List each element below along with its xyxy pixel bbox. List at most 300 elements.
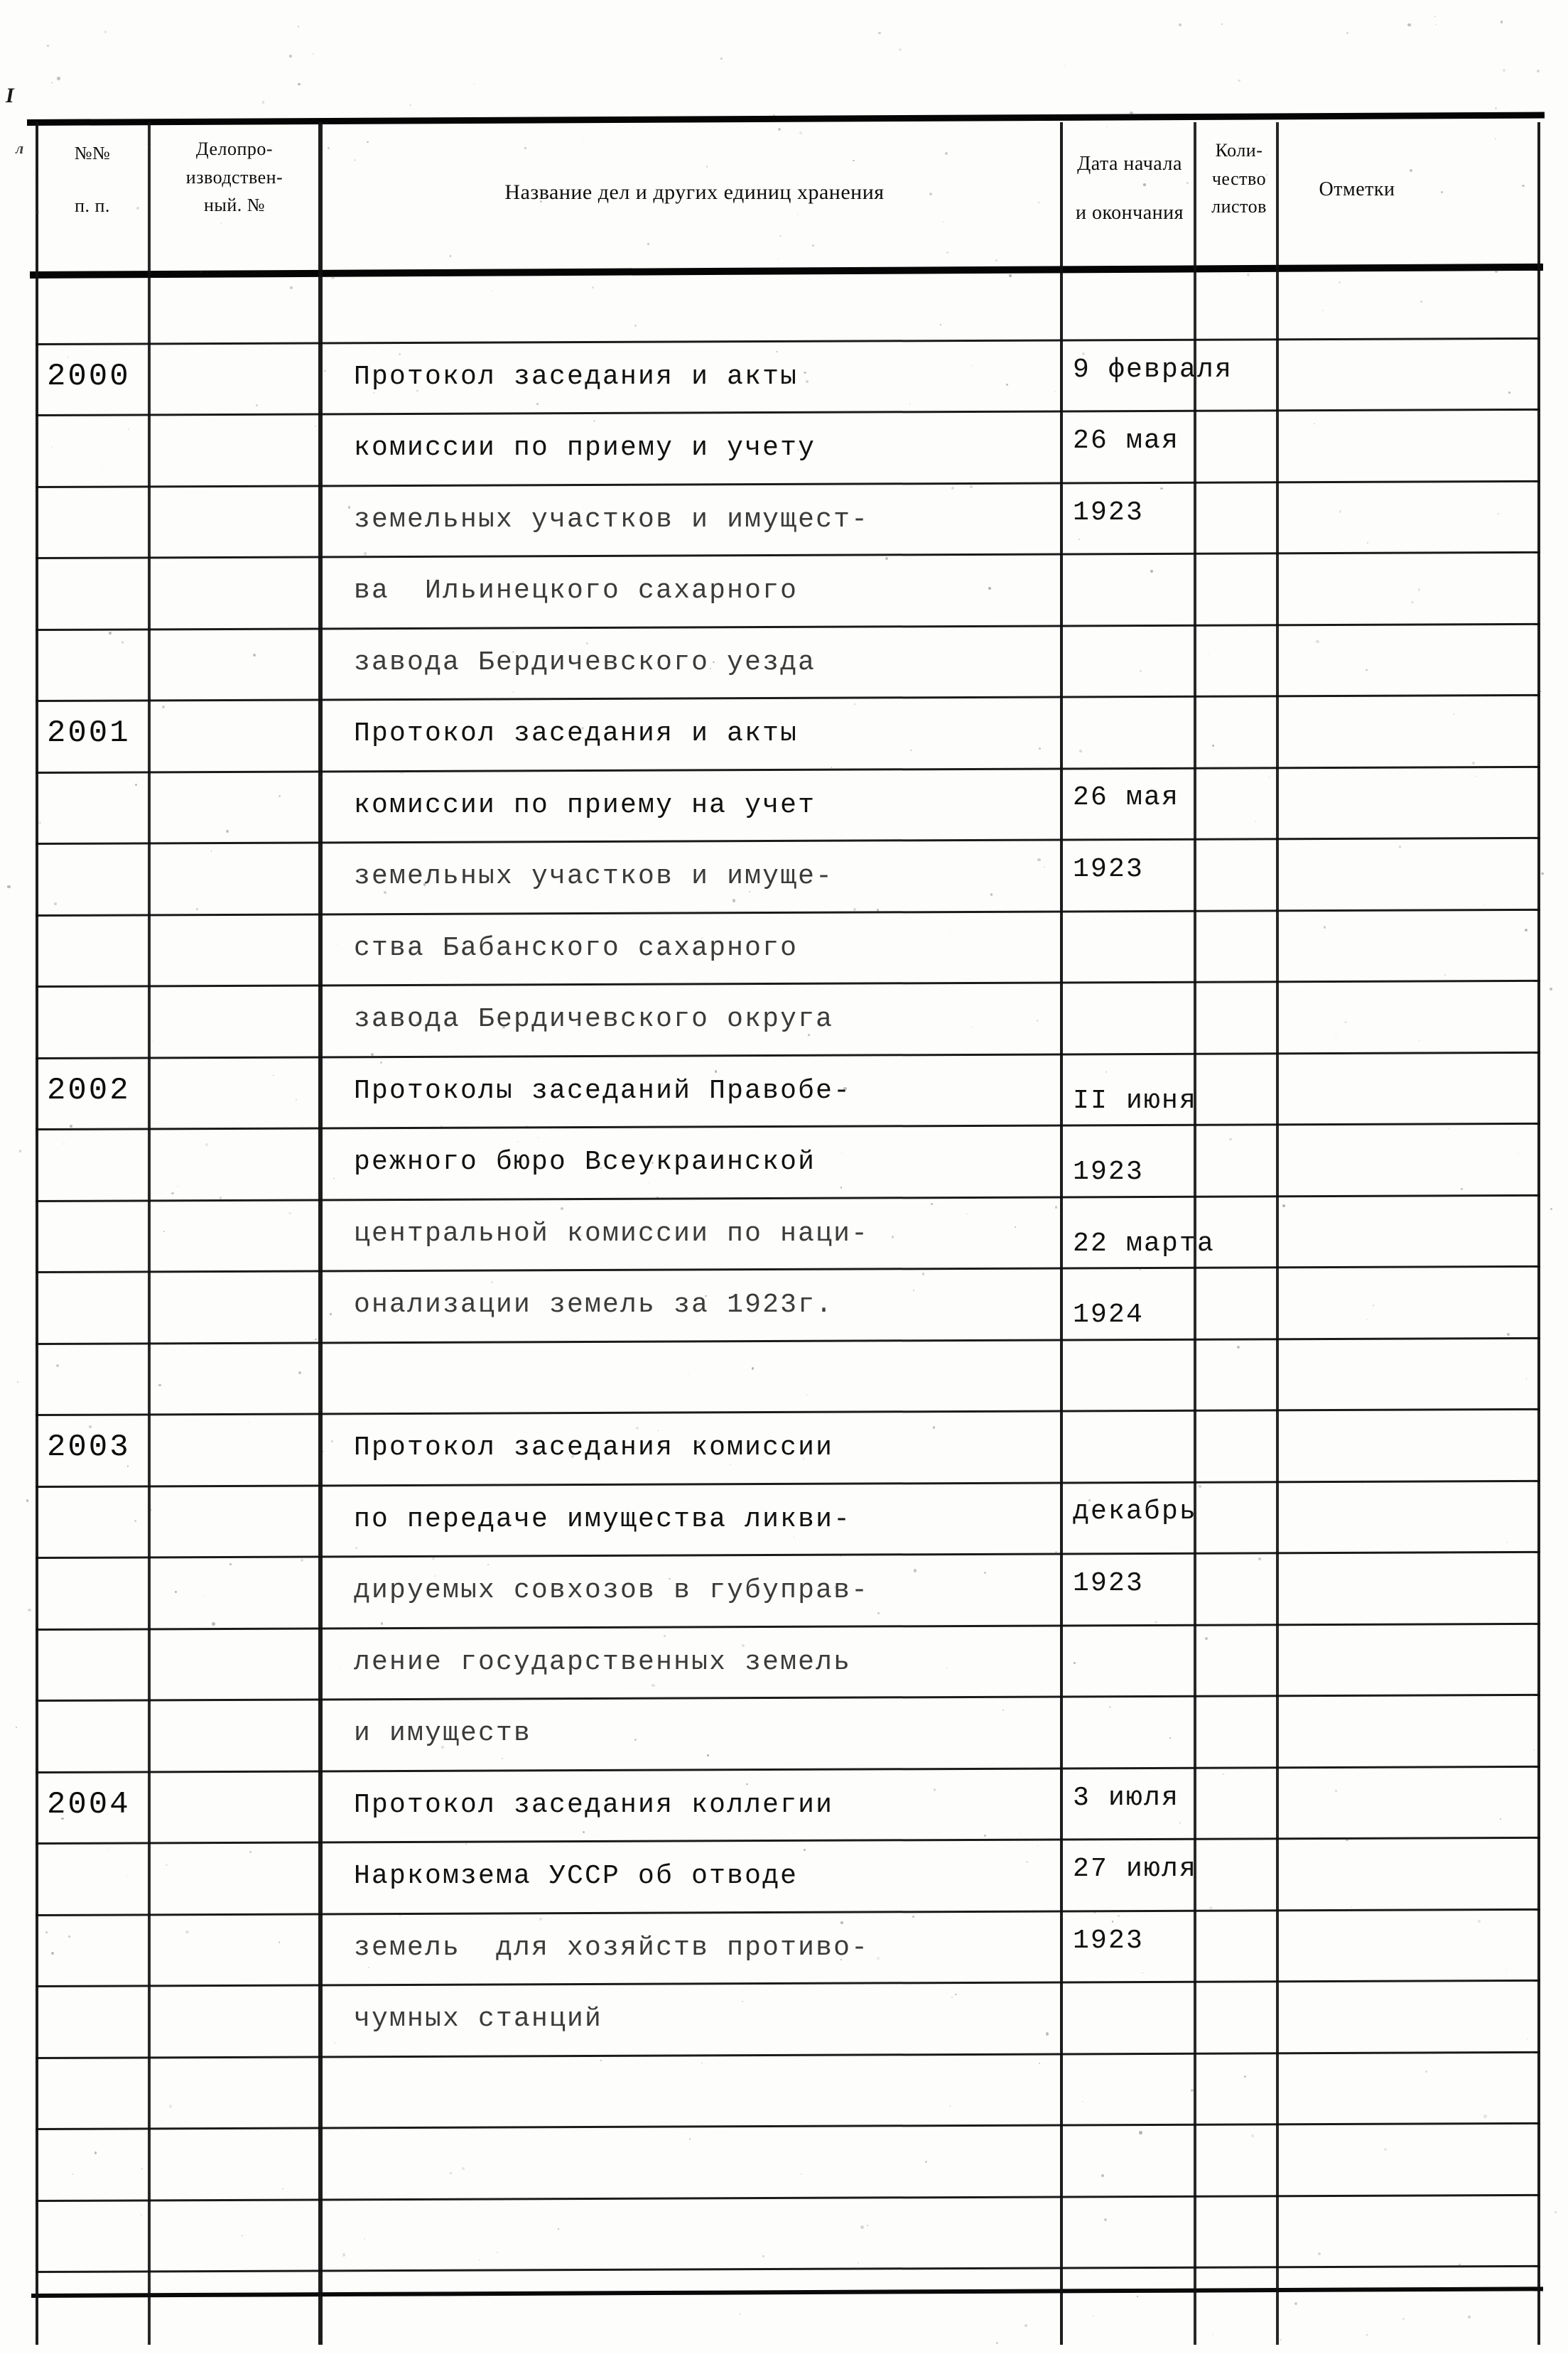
row-title-line: комиссии по приему на учет xyxy=(354,789,816,821)
paper-speck xyxy=(127,1465,129,1467)
paper-speck xyxy=(1506,1542,1507,1543)
paper-speck xyxy=(885,557,888,560)
paper-speck xyxy=(141,2214,143,2216)
paper-speck xyxy=(1037,1020,1038,1021)
paper-speck xyxy=(878,32,881,35)
grid-hline xyxy=(36,694,1540,702)
paper-speck xyxy=(256,404,258,406)
paper-speck xyxy=(840,1187,843,1189)
paper-speck xyxy=(706,166,708,167)
paper-speck xyxy=(465,1843,467,1845)
paper-speck xyxy=(487,1564,489,1565)
row-seq-no: 2003 xyxy=(47,1430,131,1465)
paper-speck xyxy=(1436,24,1437,25)
grid-hline xyxy=(36,837,1540,845)
paper-speck xyxy=(636,1427,639,1430)
row-date-line: 1923 xyxy=(1073,853,1145,885)
paper-speck xyxy=(1506,1970,1508,1971)
paper-speck xyxy=(109,632,112,635)
grid-vline xyxy=(1276,122,1279,2345)
grid-hline xyxy=(36,2051,1540,2058)
row-date-line: декабрь xyxy=(1073,1496,1198,1527)
paper-speck xyxy=(298,1371,301,1374)
header-title-line1: Название дел и других единиц хранения xyxy=(504,180,885,204)
paper-speck xyxy=(1009,274,1012,277)
grid-hline xyxy=(36,1837,1540,1845)
paper-speck xyxy=(799,131,802,134)
paper-speck xyxy=(922,1273,924,1275)
paper-speck xyxy=(279,1941,281,1943)
paper-speck xyxy=(1335,1790,1337,1792)
paper-speck xyxy=(1150,570,1153,573)
paper-speck xyxy=(910,750,912,752)
paper-speck xyxy=(289,55,292,58)
paper-speck xyxy=(497,2252,499,2254)
paper-speck xyxy=(1284,2163,1285,2164)
paper-speck xyxy=(298,83,301,86)
paper-speck xyxy=(1105,1071,1108,1073)
paper-speck xyxy=(858,2262,860,2264)
paper-speck xyxy=(1002,1710,1004,1711)
paper-speck xyxy=(1501,21,1503,23)
paper-speck xyxy=(19,1150,21,1152)
row-date-line: 1923 xyxy=(1073,497,1145,528)
paper-speck xyxy=(701,2062,703,2063)
header-dates xyxy=(1066,149,1194,228)
paper-speck xyxy=(162,706,165,708)
paper-speck xyxy=(996,2342,998,2344)
paper-speck xyxy=(68,1935,70,1938)
paper-speck xyxy=(1044,866,1045,868)
paper-speck xyxy=(1366,669,1367,671)
paper-speck xyxy=(776,351,778,353)
paper-speck xyxy=(988,587,991,590)
paper-speck xyxy=(399,353,401,355)
paper-speck xyxy=(1109,1706,1111,1708)
paper-speck xyxy=(51,82,53,84)
page-mark: I xyxy=(6,84,14,107)
row-title-line: ва Ильинецкого сахарного xyxy=(354,576,799,606)
header-notes-line1: Отметки xyxy=(1319,178,1395,200)
grid-hline xyxy=(36,1551,1540,1559)
paper-speck xyxy=(1550,1208,1552,1210)
paper-speck xyxy=(196,908,198,910)
paper-speck xyxy=(1112,1921,1113,1922)
paper-speck xyxy=(1160,487,1162,490)
paper-speck xyxy=(949,2105,951,2107)
paper-speck xyxy=(333,1178,334,1179)
header-office-no-line1: Делопро- xyxy=(195,139,274,159)
paper-speck xyxy=(1534,1749,1535,1750)
paper-speck xyxy=(1199,1485,1201,1488)
paper-speck xyxy=(1082,2101,1083,2102)
row-title-line: Протокол заседания комиссии xyxy=(354,1432,834,1463)
row-title-line: режного бюро Всеукраинской xyxy=(354,1147,816,1177)
paper-speck xyxy=(45,1931,48,1933)
paper-speck xyxy=(367,141,369,144)
paper-speck xyxy=(334,2042,336,2044)
paper-speck xyxy=(212,1622,215,1625)
paper-speck xyxy=(262,101,264,103)
paper-speck xyxy=(1255,821,1256,822)
paper-speck xyxy=(707,1754,709,1756)
paper-speck xyxy=(990,893,993,895)
grid-hline xyxy=(36,1265,1540,1273)
paper-speck xyxy=(689,2138,691,2140)
paper-speck xyxy=(348,506,351,509)
paper-speck xyxy=(315,426,316,427)
paper-speck xyxy=(1258,1557,1261,1560)
paper-speck xyxy=(1498,513,1499,514)
paper-speck xyxy=(1336,1034,1337,1035)
paper-speck xyxy=(315,1339,317,1341)
paper-speck xyxy=(221,222,222,224)
paper-speck xyxy=(762,2255,764,2257)
row-date-line: 9 февраля xyxy=(1073,354,1233,385)
paper-speck xyxy=(1205,1637,1208,1640)
paper-speck xyxy=(313,53,314,55)
paper-speck xyxy=(1142,1972,1143,1974)
grid-hline xyxy=(36,1908,1540,1916)
paper-speck xyxy=(1418,588,1421,591)
paper-speck xyxy=(336,944,337,945)
paper-speck xyxy=(1058,342,1059,343)
row-date-line: 1923 xyxy=(1073,1567,1145,1599)
paper-speck xyxy=(1399,846,1402,848)
grid-hline xyxy=(36,980,1540,988)
paper-speck xyxy=(812,244,814,247)
paper-speck xyxy=(600,2060,602,2061)
row-date-line: 26 мая xyxy=(1073,782,1180,813)
grid-vline xyxy=(318,122,323,2345)
header-sheet-count-line3: листов xyxy=(1211,196,1267,217)
header-dates-line2: и окончания xyxy=(1075,201,1184,224)
paper-speck xyxy=(1419,1040,1420,1042)
paper-speck xyxy=(328,147,330,149)
paper-speck xyxy=(806,380,809,383)
paper-speck xyxy=(1137,2296,1138,2297)
grid-hline xyxy=(36,2265,1540,2273)
paper-speck xyxy=(1468,2316,1471,2318)
paper-speck xyxy=(1101,2174,1104,2177)
grid-hline xyxy=(36,337,1540,345)
paper-speck xyxy=(1550,988,1552,990)
paper-speck xyxy=(1344,1021,1347,1024)
paper-speck xyxy=(1024,2324,1027,2327)
row-seq-no: 2004 xyxy=(47,1786,131,1823)
row-title-line: Протоколы заседаний Правобе- xyxy=(354,1075,852,1106)
paper-speck xyxy=(355,1547,357,1549)
paper-speck xyxy=(1483,2115,1486,2117)
paper-speck xyxy=(51,1952,54,1955)
grid-hline xyxy=(27,112,1545,126)
paper-speck xyxy=(152,1041,153,1042)
paper-speck xyxy=(1475,776,1476,777)
grid-hline xyxy=(36,765,1540,773)
row-date-line: 3 июля xyxy=(1073,1782,1180,1813)
paper-speck xyxy=(185,1931,188,1933)
paper-speck xyxy=(933,1426,936,1429)
row-date-line: 22 марта xyxy=(1073,1228,1216,1259)
paper-speck xyxy=(166,1864,167,1866)
paper-speck xyxy=(730,1464,731,1465)
paper-speck xyxy=(853,160,854,161)
paper-speck xyxy=(126,1876,127,1877)
paper-speck xyxy=(253,654,256,657)
paper-speck xyxy=(1508,392,1510,394)
paper-speck xyxy=(380,1062,382,1063)
header-office-no-line3: ный. № xyxy=(203,195,266,216)
paper-speck xyxy=(1039,2063,1040,2064)
paper-speck xyxy=(634,1739,637,1741)
paper-speck xyxy=(1373,1305,1374,1306)
paper-speck xyxy=(1280,2339,1281,2340)
paper-speck xyxy=(970,485,973,488)
paper-speck xyxy=(831,767,833,768)
paper-speck xyxy=(1540,691,1542,692)
paper-speck xyxy=(909,403,911,404)
paper-speck xyxy=(925,2161,928,2164)
paper-speck xyxy=(450,255,451,257)
row-date-line: 1924 xyxy=(1073,1300,1145,1330)
paper-speck xyxy=(1367,542,1368,544)
header-sheet-count-line2: чество xyxy=(1211,168,1267,189)
paper-speck xyxy=(854,703,856,706)
paper-speck xyxy=(592,286,594,288)
paper-speck xyxy=(715,1070,717,1072)
paper-speck xyxy=(1140,670,1142,672)
paper-speck xyxy=(72,2174,74,2175)
grid-vline xyxy=(148,122,151,2345)
header-dates-line1: Дата начала xyxy=(1077,153,1182,175)
grid-vline xyxy=(36,122,38,2345)
paper-speck xyxy=(323,1451,324,1452)
grid-hline xyxy=(36,2122,1540,2130)
paper-speck xyxy=(1346,32,1348,34)
row-title-line: Наркомзема УССР об отводе xyxy=(354,1861,799,1891)
paper-speck xyxy=(732,899,735,902)
paper-speck xyxy=(1407,23,1410,26)
paper-speck xyxy=(1461,1188,1463,1190)
paper-speck xyxy=(108,1850,109,1851)
paper-speck xyxy=(171,1192,174,1195)
paper-speck xyxy=(33,175,35,176)
paper-speck xyxy=(1037,858,1040,861)
paper-speck xyxy=(479,2259,480,2260)
paper-speck xyxy=(841,1152,842,1153)
paper-speck xyxy=(899,48,902,51)
paper-speck xyxy=(778,128,781,131)
paper-speck xyxy=(1015,1226,1016,1228)
header-office-no-line2: изводствен- xyxy=(185,166,283,188)
paper-speck xyxy=(1169,1737,1170,1738)
paper-speck xyxy=(238,664,239,665)
paper-speck xyxy=(203,1595,204,1596)
paper-speck xyxy=(1179,23,1182,26)
paper-speck xyxy=(1324,926,1326,929)
paper-speck xyxy=(583,141,585,143)
paper-speck xyxy=(151,1509,152,1511)
grid-hline xyxy=(36,551,1540,559)
grid-hline xyxy=(36,409,1540,416)
paper-speck xyxy=(288,1212,291,1214)
row-title-line: онализации земель за 1923г. xyxy=(354,1290,834,1320)
paper-speck xyxy=(892,1236,894,1238)
header-seq-no-line2: п. п. xyxy=(75,195,110,216)
paper-speck xyxy=(806,1394,809,1396)
paper-speck xyxy=(1093,2316,1094,2317)
paper-speck xyxy=(57,77,60,80)
paper-speck xyxy=(450,2172,452,2174)
grid-hline xyxy=(36,2193,1540,2201)
row-date-line: 1923 xyxy=(1073,1157,1145,1187)
paper-speck xyxy=(56,1364,59,1367)
paper-speck xyxy=(1139,2131,1142,2134)
paper-speck xyxy=(1541,873,1544,875)
paper-speck xyxy=(175,1591,178,1594)
row-title-line: земель для хозяйств противо- xyxy=(354,1932,870,1963)
paper-speck xyxy=(1366,2334,1368,2336)
paper-speck xyxy=(657,1430,659,1432)
paper-speck xyxy=(940,324,941,325)
paper-speck xyxy=(273,1075,274,1076)
paper-speck xyxy=(373,392,375,394)
paper-speck xyxy=(946,1668,948,1669)
paper-speck xyxy=(1425,2070,1427,2073)
paper-speck xyxy=(524,147,526,149)
paper-speck xyxy=(945,152,948,155)
paper-speck xyxy=(779,235,781,237)
paper-speck xyxy=(720,58,723,60)
paper-speck xyxy=(296,1098,298,1101)
paper-speck xyxy=(984,1572,986,1574)
grid-hline xyxy=(36,1980,1540,1987)
paper-speck xyxy=(931,1203,933,1205)
row-title-line: ства Бабанского сахарного xyxy=(354,932,799,963)
row-seq-no: 2002 xyxy=(47,1072,131,1108)
row-title-line: и имуществ xyxy=(354,1718,532,1749)
paper-speck xyxy=(1402,2318,1404,2319)
row-title-line: дируемых совхозов в губуправ- xyxy=(354,1575,870,1606)
paper-speck xyxy=(298,26,299,27)
paper-speck xyxy=(1221,23,1223,25)
paper-speck xyxy=(205,1143,208,1146)
paper-speck xyxy=(104,31,107,33)
paper-speck xyxy=(94,2151,97,2154)
grid-hline xyxy=(36,1479,1540,1487)
grid-hline xyxy=(36,622,1540,630)
row-title-line: ление государственных земель xyxy=(354,1646,852,1678)
paper-speck xyxy=(914,1569,917,1572)
row-title-line: завода Бердичевского округа xyxy=(354,1004,834,1035)
paper-speck xyxy=(1478,1920,1481,1923)
paper-speck xyxy=(746,1783,747,1785)
paper-speck xyxy=(1039,747,1041,750)
paper-speck xyxy=(688,1374,689,1376)
paper-speck xyxy=(740,2313,741,2315)
paper-speck xyxy=(462,2167,465,2170)
row-title-line: земельных участков и имуще- xyxy=(354,861,834,892)
paper-speck xyxy=(491,1281,493,1283)
row-date-line: 1923 xyxy=(1073,1925,1145,1956)
grid-hline xyxy=(36,480,1540,487)
paper-speck xyxy=(1026,1861,1028,1863)
paper-speck xyxy=(742,2001,744,2003)
paper-speck xyxy=(158,1384,161,1387)
paper-speck xyxy=(1020,1832,1021,1833)
paper-speck xyxy=(539,1918,542,1921)
paper-speck xyxy=(17,1381,19,1383)
paper-speck xyxy=(1247,273,1250,276)
paper-speck xyxy=(1434,16,1436,17)
paper-speck xyxy=(1351,1906,1352,1907)
paper-speck xyxy=(1339,281,1341,284)
paper-speck xyxy=(951,487,954,490)
paper-speck xyxy=(513,691,514,693)
paper-speck xyxy=(649,1183,650,1184)
paper-speck xyxy=(1282,1204,1285,1207)
paper-speck xyxy=(586,642,589,645)
paper-speck xyxy=(330,1313,332,1315)
paper-speck xyxy=(1223,1773,1224,1775)
grid-hline xyxy=(30,264,1543,279)
paper-speck xyxy=(1474,513,1476,514)
paper-speck xyxy=(517,1141,518,1142)
paper-speck xyxy=(1444,974,1446,976)
paper-speck xyxy=(1555,2211,1557,2213)
paper-speck xyxy=(163,1231,165,1232)
paper-speck xyxy=(1420,301,1422,303)
grid-hline xyxy=(36,1694,1540,1702)
paper-speck xyxy=(955,1994,956,1995)
paper-speck xyxy=(502,1758,503,1759)
header-sheet-count-line1: Коли- xyxy=(1215,140,1263,161)
paper-speck xyxy=(282,2188,283,2190)
paper-speck xyxy=(950,931,951,932)
paper-speck xyxy=(946,252,948,254)
paper-speck xyxy=(249,1851,252,1853)
paper-speck xyxy=(984,1835,986,1837)
paper-speck xyxy=(354,159,357,162)
paper-speck xyxy=(1411,601,1413,603)
paper-speck xyxy=(1104,2218,1107,2221)
paper-speck xyxy=(804,372,806,374)
grid-hline xyxy=(36,1194,1540,1202)
paper-speck xyxy=(877,1957,880,1960)
paper-speck xyxy=(1318,2252,1321,2255)
paper-speck xyxy=(995,259,997,261)
paper-speck xyxy=(368,1967,369,1968)
paper-speck xyxy=(647,243,649,245)
row-seq-no: 2001 xyxy=(47,716,131,751)
paper-speck xyxy=(290,286,293,289)
grid-vline xyxy=(1060,122,1063,2345)
paper-speck xyxy=(1495,107,1497,109)
paper-speck xyxy=(1140,1269,1141,1270)
paper-speck xyxy=(409,104,411,107)
paper-speck xyxy=(1106,126,1107,127)
paper-speck xyxy=(342,2253,345,2256)
paper-speck xyxy=(1046,2032,1049,2035)
grid-hline xyxy=(36,1337,1540,1344)
header-seq-no-line1: №№ xyxy=(74,143,111,163)
paper-speck xyxy=(860,2225,863,2228)
grid-hline xyxy=(36,1408,1540,1416)
row-date-line: II июня xyxy=(1073,1085,1198,1116)
paper-speck xyxy=(1322,310,1324,311)
row-title-line: Протокол заседания и акты xyxy=(354,361,799,392)
row-title-line: комиссии по приему и учету xyxy=(354,433,816,463)
